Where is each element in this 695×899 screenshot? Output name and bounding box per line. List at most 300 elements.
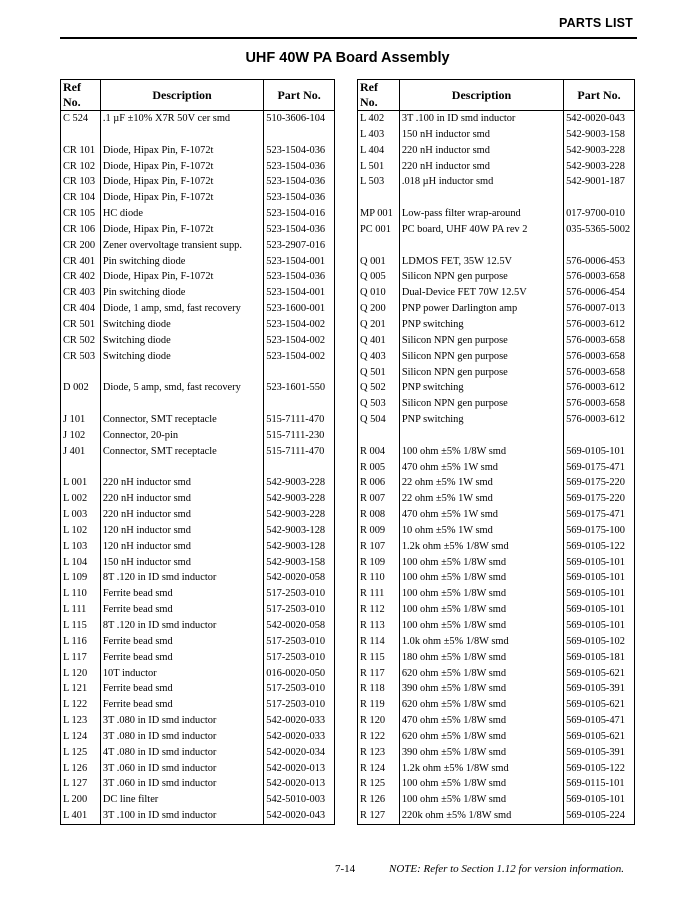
part-number-cell: 569-0105-122 — [564, 539, 635, 555]
description-cell: Silicon NPN gen purpose — [399, 333, 563, 349]
table-row — [61, 697, 335, 713]
part-number-cell: 569-0105-621 — [564, 666, 635, 682]
description-cell: .1 µF ±10% X7R 50V cer smd — [100, 111, 263, 127]
description-cell: HC diode — [100, 206, 263, 222]
part-number-cell: 542-0020-043 — [264, 808, 335, 824]
table-row — [358, 365, 635, 381]
ref-cell: R 113 — [358, 618, 400, 634]
part-number-cell — [564, 190, 635, 206]
ref-cell: R 123 — [358, 745, 400, 761]
part-number-cell: 542-5010-003 — [264, 792, 335, 808]
description-column-header: Description — [100, 80, 263, 111]
part-number-cell: 523-1504-036 — [264, 159, 335, 175]
part-number-cell: 569-0105-101 — [564, 444, 635, 460]
description-cell: Zener overvoltage transient supp. — [100, 238, 263, 254]
description-cell: 4T .080 in ID smd inductor — [100, 745, 263, 761]
description-cell: 1.2k ohm ±5% 1/8W smd — [399, 539, 563, 555]
description-cell: 8T .120 in ID smd inductor — [100, 570, 263, 586]
table-row — [61, 159, 335, 175]
part-number-cell: 569-0175-471 — [564, 507, 635, 523]
description-cell: PC board, UHF 40W PA rev 2 — [399, 222, 563, 238]
ref-cell: R 118 — [358, 681, 400, 697]
part-number-cell: 016-0020-050 — [264, 666, 335, 682]
part-number-cell: 517-2503-010 — [264, 650, 335, 666]
table-header-row — [61, 80, 335, 111]
part-number-cell: 542-9003-128 — [264, 523, 335, 539]
description-cell: 100 ohm ±5% 1/8W smd — [399, 776, 563, 792]
description-cell: 100 ohm ±5% 1/8W smd — [399, 444, 563, 460]
table-row — [61, 269, 335, 285]
part-number-cell — [264, 460, 335, 476]
description-cell: 100 ohm ±5% 1/8W smd — [399, 555, 563, 571]
description-cell: 10 ohm ±5% 1W smd — [399, 523, 563, 539]
table-row — [358, 444, 635, 460]
description-cell: Diode, Hipax Pin, F-1072t — [100, 143, 263, 159]
ref-cell — [358, 238, 400, 254]
table-row — [358, 697, 635, 713]
part-number-cell — [264, 365, 335, 381]
ref-cell: L 403 — [358, 127, 400, 143]
part-number-cell: 523-1600-001 — [264, 301, 335, 317]
table-row — [358, 586, 635, 602]
table-row — [358, 301, 635, 317]
table-row — [358, 206, 635, 222]
description-cell: .018 µH inductor smd — [399, 174, 563, 190]
ref-cell: L 127 — [61, 776, 101, 792]
description-cell: LDMOS FET, 35W 12.5V — [399, 254, 563, 270]
description-cell: Silicon NPN gen purpose — [399, 269, 563, 285]
ref-cell: CR 403 — [61, 285, 101, 301]
part-number-cell: 542-9003-158 — [564, 127, 635, 143]
description-cell: Dual-Device FET 70W 12.5V — [399, 285, 563, 301]
part-number-cell: 576-0006-453 — [564, 254, 635, 270]
part-number-cell: 523-1504-002 — [264, 349, 335, 365]
ref-cell: L 503 — [358, 174, 400, 190]
ref-cell: CR 101 — [61, 143, 101, 159]
description-cell: Connector, SMT receptacle — [100, 444, 263, 460]
part-number-cell: 542-0020-033 — [264, 713, 335, 729]
description-cell: Connector, SMT receptacle — [100, 412, 263, 428]
ref-cell: R 127 — [358, 808, 400, 824]
table-row — [358, 681, 635, 697]
description-cell: Diode, Hipax Pin, F-1072t — [100, 159, 263, 175]
description-cell: 470 ohm ±5% 1W smd — [399, 460, 563, 476]
description-cell: 100 ohm ±5% 1/8W smd — [399, 792, 563, 808]
table-row — [61, 650, 335, 666]
description-cell: Diode, 5 amp, smd, fast recovery — [100, 380, 263, 396]
part-number-cell: 542-0020-058 — [264, 570, 335, 586]
ref-cell: CR 103 — [61, 174, 101, 190]
ref-cell: CR 401 — [61, 254, 101, 270]
part-number-cell: 576-0006-454 — [564, 285, 635, 301]
part-number-cell: 542-0020-043 — [564, 111, 635, 127]
right-table-body — [358, 111, 635, 825]
description-cell: Diode, Hipax Pin, F-1072t — [100, 269, 263, 285]
table-row — [358, 808, 635, 824]
description-cell: Low-pass filter wrap-around — [399, 206, 563, 222]
description-column-header: Description — [399, 80, 563, 111]
description-cell: Diode, Hipax Pin, F-1072t — [100, 174, 263, 190]
ref-cell: R 126 — [358, 792, 400, 808]
part-number-cell: 523-1504-001 — [264, 285, 335, 301]
description-cell — [399, 190, 563, 206]
description-cell: Diode, Hipax Pin, F-1072t — [100, 190, 263, 206]
table-row — [61, 681, 335, 697]
part-number-cell: 576-0003-612 — [564, 412, 635, 428]
description-cell — [399, 238, 563, 254]
table-row — [358, 475, 635, 491]
part-number-cell: 569-0105-122 — [564, 761, 635, 777]
description-cell: 150 nH inductor smd — [100, 555, 263, 571]
description-cell: 100 ohm ±5% 1/8W smd — [399, 602, 563, 618]
footer-note: NOTE: Refer to Section 1.12 for version information. — [389, 863, 624, 875]
left-table-body — [61, 111, 335, 825]
ref-cell: L 121 — [61, 681, 101, 697]
part-number-cell: 523-1601-550 — [264, 380, 335, 396]
ref-cell: L 110 — [61, 586, 101, 602]
part-number-cell: 523-1504-016 — [264, 206, 335, 222]
ref-cell: L 002 — [61, 491, 101, 507]
part-number-cell: 542-9003-228 — [264, 507, 335, 523]
part-number-cell: 542-0020-013 — [264, 761, 335, 777]
table-row — [61, 808, 335, 824]
parts-table-right — [357, 79, 635, 825]
part-number-cell: 569-0105-101 — [564, 555, 635, 571]
part-number-cell: 510-3606-104 — [264, 111, 335, 127]
part-number-cell: 569-0105-471 — [564, 713, 635, 729]
ref-cell: D 002 — [61, 380, 101, 396]
ref-cell: CR 404 — [61, 301, 101, 317]
part-number-cell: 569-0175-100 — [564, 523, 635, 539]
table-row — [61, 111, 335, 127]
description-cell: 620 ohm ±5% 1/8W smd — [399, 666, 563, 682]
table-row — [358, 380, 635, 396]
table-row — [358, 412, 635, 428]
table-row — [358, 602, 635, 618]
table-row — [61, 444, 335, 460]
description-cell: Diode, 1 amp, smd, fast recovery — [100, 301, 263, 317]
table-row — [61, 317, 335, 333]
part-number-cell: 542-9003-228 — [264, 475, 335, 491]
ref-cell: Q 504 — [358, 412, 400, 428]
ref-cell: L 103 — [61, 539, 101, 555]
ref-cell: L 102 — [61, 523, 101, 539]
table-row — [61, 666, 335, 682]
ref-column-header: Ref No. — [358, 80, 400, 111]
part-number-cell: 569-0105-224 — [564, 808, 635, 824]
table-row — [358, 254, 635, 270]
table-row — [358, 159, 635, 175]
ref-cell: CR 503 — [61, 349, 101, 365]
part-number-cell: 569-0115-101 — [564, 776, 635, 792]
description-cell: 3T .100 in ID smd inductor — [399, 111, 563, 127]
table-row — [358, 650, 635, 666]
ref-cell: R 004 — [358, 444, 400, 460]
description-cell: Switching diode — [100, 317, 263, 333]
table-row — [61, 412, 335, 428]
ref-cell: R 117 — [358, 666, 400, 682]
part-number-cell: 515-7111-230 — [264, 428, 335, 444]
description-cell: Silicon NPN gen purpose — [399, 365, 563, 381]
part-number-cell: 569-0105-621 — [564, 729, 635, 745]
description-cell: Ferrite bead smd — [100, 586, 263, 602]
table-row — [358, 127, 635, 143]
part-number-cell: 017-9700-010 — [564, 206, 635, 222]
part-number-cell: 569-0105-101 — [564, 586, 635, 602]
part-number-cell: 542-0020-034 — [264, 745, 335, 761]
table-row — [358, 570, 635, 586]
table-row — [358, 317, 635, 333]
description-cell: Connector, 20-pin — [100, 428, 263, 444]
ref-cell: L 120 — [61, 666, 101, 682]
table-row — [61, 539, 335, 555]
ref-cell: L 404 — [358, 143, 400, 159]
part-number-cell: 523-1504-002 — [264, 333, 335, 349]
table-row — [61, 555, 335, 571]
ref-cell: Q 010 — [358, 285, 400, 301]
part-number-cell: 569-0105-101 — [564, 618, 635, 634]
part-number-cell: 569-0105-621 — [564, 697, 635, 713]
ref-cell: CR 402 — [61, 269, 101, 285]
table-row — [358, 285, 635, 301]
description-cell: Ferrite bead smd — [100, 681, 263, 697]
ref-cell: L 117 — [61, 650, 101, 666]
ref-cell: PC 001 — [358, 222, 400, 238]
ref-cell: CR 102 — [61, 159, 101, 175]
description-cell: Pin switching diode — [100, 285, 263, 301]
section-header: PARTS LIST — [559, 16, 633, 30]
ref-cell: R 008 — [358, 507, 400, 523]
ref-cell: R 005 — [358, 460, 400, 476]
part-number-cell — [564, 428, 635, 444]
ref-cell: R 114 — [358, 634, 400, 650]
description-cell: 220k ohm ±5% 1/8W smd — [399, 808, 563, 824]
part-number-cell: 523-1504-001 — [264, 254, 335, 270]
description-cell — [399, 428, 563, 444]
table-row — [358, 539, 635, 555]
page-number: 7-14 — [335, 863, 356, 875]
table-row — [358, 523, 635, 539]
part-number-cell: 576-0007-013 — [564, 301, 635, 317]
table-row — [358, 143, 635, 159]
ref-cell — [358, 190, 400, 206]
ref-cell: J 102 — [61, 428, 101, 444]
table-row — [358, 269, 635, 285]
ref-cell: L 402 — [358, 111, 400, 127]
ref-cell: R 119 — [358, 697, 400, 713]
table-row — [61, 222, 335, 238]
part-number-cell: 569-0175-220 — [564, 491, 635, 507]
description-cell: Silicon NPN gen purpose — [399, 349, 563, 365]
table-row — [358, 396, 635, 412]
table-row — [61, 301, 335, 317]
part-number-cell: 542-0020-058 — [264, 618, 335, 634]
description-cell: Diode, Hipax Pin, F-1072t — [100, 222, 263, 238]
table-row — [358, 666, 635, 682]
description-cell: 3T .080 in ID smd inductor — [100, 713, 263, 729]
table-row — [61, 206, 335, 222]
description-cell — [100, 365, 263, 381]
part-number-cell: 542-0020-013 — [264, 776, 335, 792]
ref-cell: Q 501 — [358, 365, 400, 381]
table-row — [358, 491, 635, 507]
ref-cell: R 124 — [358, 761, 400, 777]
page-title: UHF 40W PA Board Assembly — [245, 50, 450, 66]
part-number-cell: 542-9003-158 — [264, 555, 335, 571]
part-number-cell: 517-2503-010 — [264, 634, 335, 650]
table-row — [61, 428, 335, 444]
table-row — [61, 127, 335, 143]
table-row — [358, 776, 635, 792]
description-cell — [100, 460, 263, 476]
description-cell: 150 nH inductor smd — [399, 127, 563, 143]
description-cell: Switching diode — [100, 333, 263, 349]
table-row — [61, 507, 335, 523]
description-cell: Pin switching diode — [100, 254, 263, 270]
part-number-cell: 576-0003-658 — [564, 365, 635, 381]
description-cell: PNP switching — [399, 317, 563, 333]
ref-cell: L 109 — [61, 570, 101, 586]
table-row — [358, 174, 635, 190]
table-row — [61, 729, 335, 745]
table-row — [61, 491, 335, 507]
ref-cell: Q 001 — [358, 254, 400, 270]
ref-cell: CR 501 — [61, 317, 101, 333]
description-cell: 220 nH inductor smd — [399, 159, 563, 175]
ref-cell: Q 401 — [358, 333, 400, 349]
ref-cell — [61, 460, 101, 476]
table-row — [61, 634, 335, 650]
part-number-cell: 517-2503-010 — [264, 697, 335, 713]
description-cell: 620 ohm ±5% 1/8W smd — [399, 729, 563, 745]
ref-cell: J 101 — [61, 412, 101, 428]
ref-cell: R 125 — [358, 776, 400, 792]
ref-cell — [61, 127, 101, 143]
description-cell: Silicon NPN gen purpose — [399, 396, 563, 412]
part-column-header: Part No. — [564, 80, 635, 111]
part-column-header: Part No. — [264, 80, 335, 111]
description-cell: 220 nH inductor smd — [399, 143, 563, 159]
part-number-cell: 569-0175-220 — [564, 475, 635, 491]
part-number-cell: 523-1504-036 — [264, 190, 335, 206]
part-number-cell: 542-9003-228 — [264, 491, 335, 507]
ref-column-header: Ref No. — [61, 80, 101, 111]
description-cell: 470 ohm ±5% 1/8W smd — [399, 713, 563, 729]
description-cell: 390 ohm ±5% 1/8W smd — [399, 745, 563, 761]
table-row — [358, 792, 635, 808]
description-cell — [100, 396, 263, 412]
description-cell: 22 ohm ±5% 1W smd — [399, 491, 563, 507]
description-cell: PNP power Darlington amp — [399, 301, 563, 317]
table-row — [358, 713, 635, 729]
description-cell: 100 ohm ±5% 1/8W smd — [399, 570, 563, 586]
ref-cell: L 115 — [61, 618, 101, 634]
description-cell: 390 ohm ±5% 1/8W smd — [399, 681, 563, 697]
part-number-cell: 569-0105-391 — [564, 681, 635, 697]
table-row — [358, 618, 635, 634]
table-row — [358, 349, 635, 365]
ref-cell: CR 200 — [61, 238, 101, 254]
ref-cell: L 401 — [61, 808, 101, 824]
ref-cell: R 111 — [358, 586, 400, 602]
ref-cell: L 501 — [358, 159, 400, 175]
part-number-cell: 515-7111-470 — [264, 444, 335, 460]
part-number-cell: 576-0003-658 — [564, 333, 635, 349]
table-row — [358, 507, 635, 523]
description-cell: 3T .060 in ID smd inductor — [100, 776, 263, 792]
table-row — [61, 396, 335, 412]
part-number-cell — [564, 238, 635, 254]
ref-cell: R 115 — [358, 650, 400, 666]
part-number-cell — [264, 127, 335, 143]
part-number-cell: 523-1504-036 — [264, 222, 335, 238]
ref-cell: L 123 — [61, 713, 101, 729]
table-row — [61, 586, 335, 602]
ref-cell: R 110 — [358, 570, 400, 586]
description-cell: PNP switching — [399, 380, 563, 396]
ref-cell: CR 104 — [61, 190, 101, 206]
header-rule — [60, 37, 637, 39]
ref-cell: CR 105 — [61, 206, 101, 222]
table-row — [358, 745, 635, 761]
ref-cell: R 007 — [358, 491, 400, 507]
ref-cell: CR 106 — [61, 222, 101, 238]
part-number-cell: 517-2503-010 — [264, 602, 335, 618]
ref-cell: MP 001 — [358, 206, 400, 222]
ref-cell: L 122 — [61, 697, 101, 713]
table-row — [358, 761, 635, 777]
description-cell — [100, 127, 263, 143]
parts-table-left — [60, 79, 335, 825]
ref-cell: L 126 — [61, 761, 101, 777]
ref-cell: R 107 — [358, 539, 400, 555]
ref-cell: L 116 — [61, 634, 101, 650]
table-row — [61, 792, 335, 808]
table-row — [61, 460, 335, 476]
part-number-cell: 569-0105-102 — [564, 634, 635, 650]
table-row — [61, 333, 335, 349]
table-row — [61, 761, 335, 777]
ref-cell: L 111 — [61, 602, 101, 618]
ref-cell: L 104 — [61, 555, 101, 571]
part-number-cell: 576-0003-658 — [564, 349, 635, 365]
table-row — [61, 776, 335, 792]
table-row — [61, 380, 335, 396]
description-cell: 3T .080 in ID smd inductor — [100, 729, 263, 745]
table-row — [358, 190, 635, 206]
ref-cell: CR 502 — [61, 333, 101, 349]
part-number-cell: 542-9001-187 — [564, 174, 635, 190]
part-number-cell: 576-0003-658 — [564, 396, 635, 412]
table-row — [358, 222, 635, 238]
ref-cell: R 120 — [358, 713, 400, 729]
part-number-cell: 569-0105-101 — [564, 570, 635, 586]
description-cell: 220 nH inductor smd — [100, 491, 263, 507]
ref-cell: L 125 — [61, 745, 101, 761]
description-cell: Switching diode — [100, 349, 263, 365]
part-number-cell: 569-0175-471 — [564, 460, 635, 476]
description-cell: 220 nH inductor smd — [100, 507, 263, 523]
ref-cell: R 109 — [358, 555, 400, 571]
description-cell: 22 ohm ±5% 1W smd — [399, 475, 563, 491]
part-number-cell: 517-2503-010 — [264, 681, 335, 697]
ref-cell — [358, 428, 400, 444]
part-number-cell: 035-5365-5002 — [564, 222, 635, 238]
description-cell: Ferrite bead smd — [100, 650, 263, 666]
table-row — [61, 570, 335, 586]
description-cell: 180 ohm ±5% 1/8W smd — [399, 650, 563, 666]
table-row — [358, 555, 635, 571]
